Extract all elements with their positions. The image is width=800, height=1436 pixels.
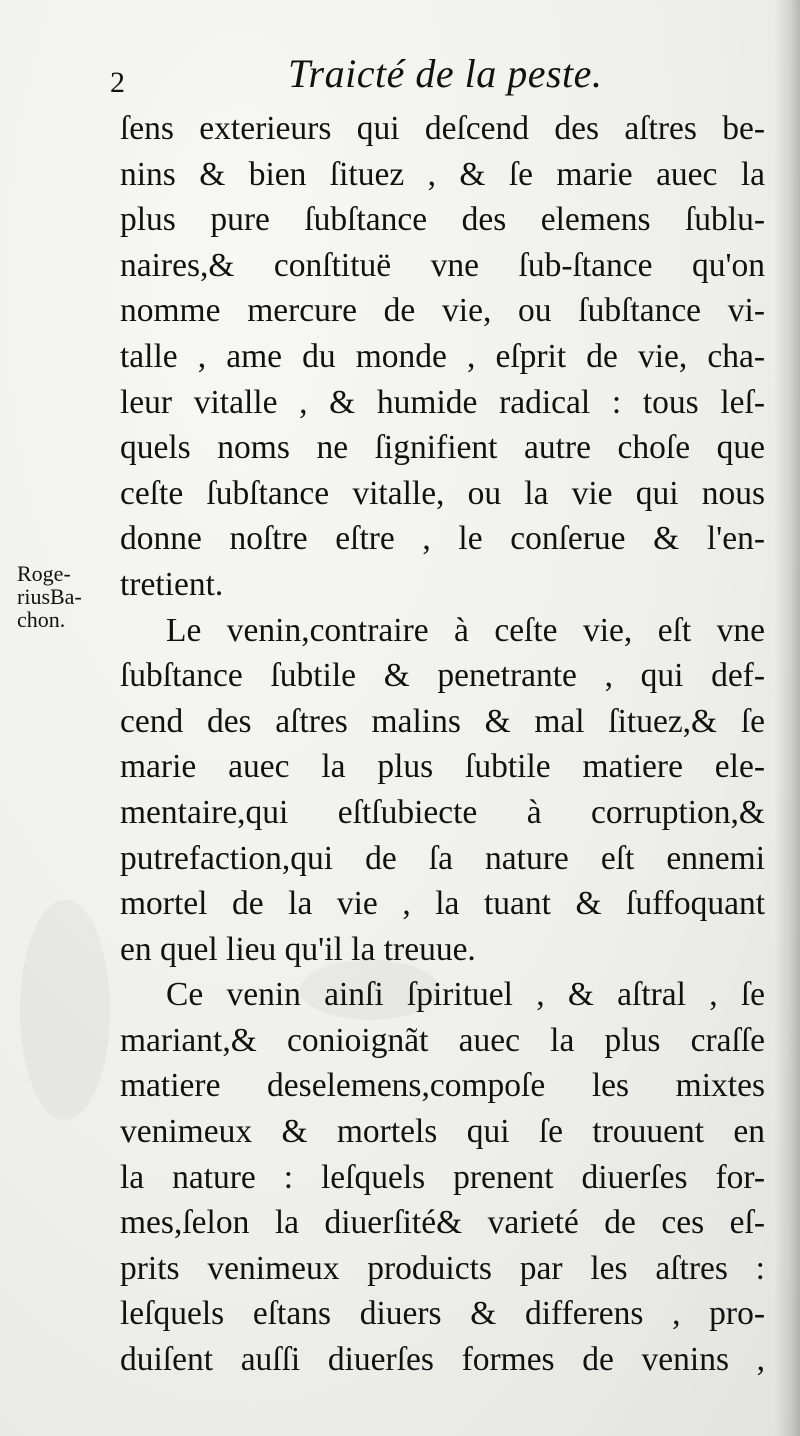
text-line: mortel de la vie , la tuant & ſuffoquant — [120, 885, 765, 923]
page-header — [110, 50, 770, 106]
text-line: nomme mercure de vie, ou ſubſtance vi- — [120, 292, 765, 330]
body-text — [120, 106, 765, 1383]
text-line: leſquels eſtans diuers & differens , pro- — [120, 1295, 765, 1333]
text-line: mariant,& conioignãt auec la plus craſſe — [120, 1021, 765, 1059]
text-line: matiere deselemens,compoſe les mixtes — [120, 1067, 765, 1105]
text-line: plus pure ſubſtance des elemens ſublu- — [120, 201, 765, 239]
paragraph-start-line: Ce venin ainſi ſpirituel , & aſtral , ſe — [166, 976, 765, 1014]
text-line: en quel lieu qu'il la treuue. — [120, 930, 476, 968]
text-line: venimeux & mortels qui ſe trouuent en — [120, 1113, 765, 1151]
text-line: prits venimeux produicts par les aſtres : — [120, 1249, 765, 1287]
text-line: talle , ame du monde , eſprit de vie, cha- — [120, 337, 765, 375]
text-line: la nature : leſquels prenent diuerſes for- — [120, 1158, 765, 1196]
text-line: mentaire,qui eſtſubiecte à corruption,& — [120, 793, 765, 831]
text-line: quels noms ne ſignifient autre choſe que — [120, 429, 765, 467]
text-line: naires,& conſtituë vne ſub-ſtance qu'on — [120, 246, 765, 284]
margin-note-line: riusBa- — [17, 584, 82, 609]
margin-note — [17, 562, 117, 631]
text-line: putrefaction,qui de ſa nature eſt ennemi — [120, 839, 765, 877]
text-line: duiſent auſſi diuerſes formes de venins , — [120, 1341, 765, 1379]
page-gutter-shadow — [774, 0, 800, 1436]
text-line: cend des aſtres malins & mal ſituez,& ſe — [120, 702, 765, 740]
text-line: leur vitalle , & humide radical : tous leſ- — [120, 383, 765, 421]
paper-stain — [20, 900, 110, 1120]
margin-note-line: Roge- — [17, 561, 71, 586]
text-line: ſens exterieurs qui deſcend des aſtres be- — [120, 110, 765, 147]
text-line: marie auec la plus ſubtile matiere ele- — [120, 748, 765, 786]
text-line: nins & bien ſituez , & ſe marie auec la — [120, 155, 765, 193]
text-line: mes,ſelon la diuerſité& varieté de ces eſ- — [120, 1204, 765, 1242]
running-title: Traicté de la peste. — [288, 51, 603, 96]
text-line: ceſte ſubſtance vitalle, ou la vie qui nous — [120, 474, 765, 512]
text-line: donne noſtre eſtre , le conſerue & l'en- — [120, 520, 765, 558]
page-number: 2 — [110, 66, 125, 99]
paragraph-start-line: Le venin,contraire à ceſte vie, eſt vne — [166, 611, 765, 649]
margin-note-line: chon. — [17, 607, 66, 632]
text-line: tretient. — [120, 565, 224, 603]
text-line: ſubſtance ſubtile & penetrante , qui def- — [120, 657, 765, 695]
